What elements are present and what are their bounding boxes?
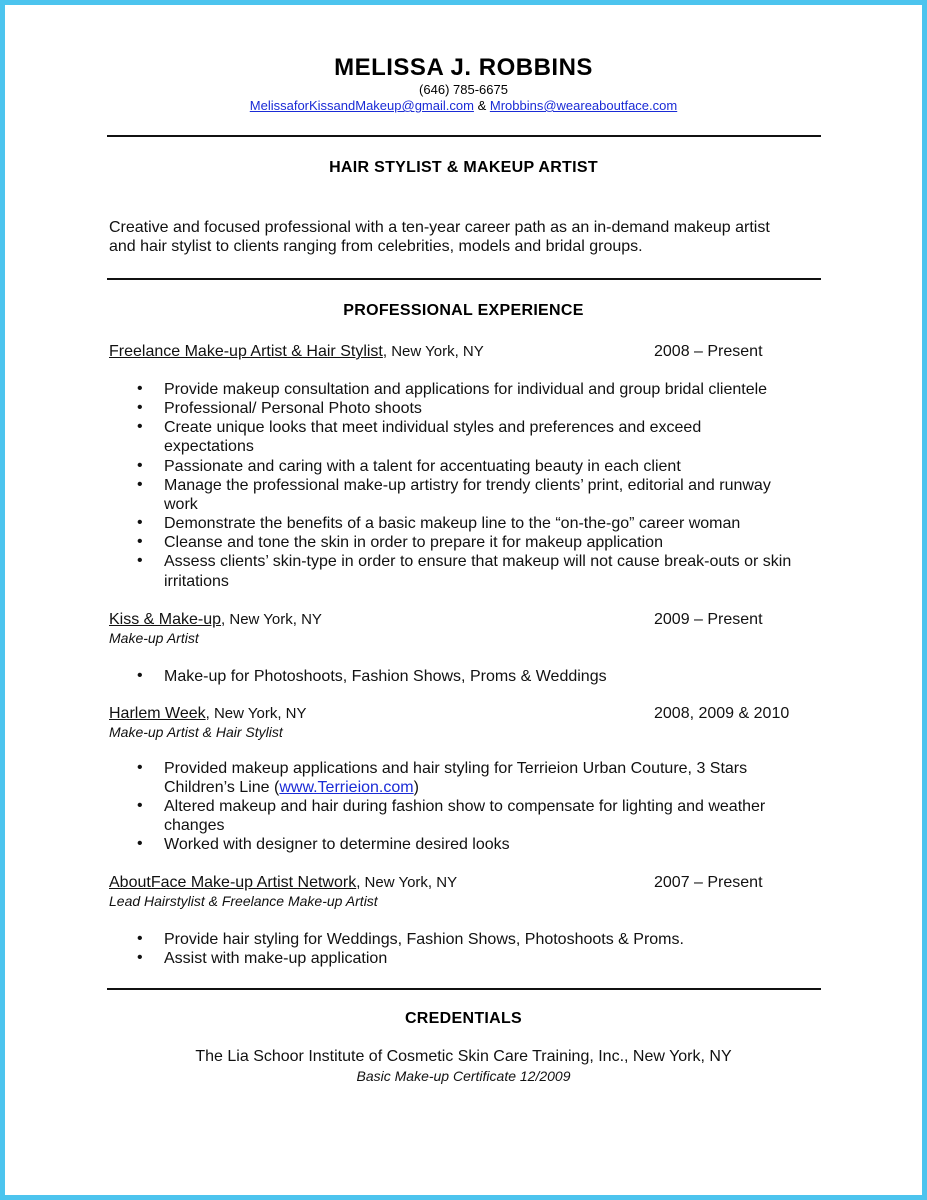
bullet-text: Manage the professional make-up artistry for trendy clients’ print, editorial and runway (164, 477, 771, 494)
email-separator: & (477, 98, 487, 113)
phone-number: (646) 785-6675 (419, 82, 508, 97)
job-dates: 2009 – Present (654, 611, 763, 628)
bullet-text-continued: irritations (164, 573, 229, 590)
bullet-icon: • (137, 949, 143, 966)
bullet-icon: • (137, 514, 143, 531)
job-location: , New York, NY (382, 343, 484, 360)
bullet-icon: • (137, 399, 143, 416)
job-header (109, 343, 484, 361)
summary-line: and hair stylist to clients ranging from celebrities, models and bridal groups. (109, 238, 643, 255)
experience-heading: PROFESSIONAL EXPERIENCE (343, 302, 584, 319)
contact-emails (0, 98, 927, 113)
job-location: , New York, NY (221, 611, 322, 628)
job-role: Lead Hairstylist & Freelance Make-up Artist (109, 893, 378, 909)
employer-name: AboutFace Make-up Artist Network (109, 874, 357, 891)
terrieion-link[interactable]: www.Terrieion.com (279, 779, 414, 796)
divider (107, 988, 821, 990)
bullet-text-fragment: ) (413, 779, 419, 796)
bullet-text: Make-up for Photoshoots, Fashion Shows, Proms & Weddings (164, 668, 607, 685)
bullet-text: Provide makeup consultation and applications for individual and group bridal clientele (164, 381, 768, 398)
bullet-text: Passionate and caring with a talent for accentuating beauty in each client (164, 458, 681, 475)
job-location: , New York, NY (356, 874, 458, 891)
bullet-icon: • (137, 759, 143, 776)
credential-certificate: Basic Make-up Certificate 12/2009 (356, 1068, 571, 1084)
job-role: Make-up Artist (109, 630, 199, 646)
job-header (109, 611, 322, 629)
bullet-icon: • (137, 797, 143, 814)
bullet-text: Provided makeup applications and hair styling for Terrieion Urban Couture, 3 Stars (164, 760, 748, 777)
bullet-text: Assess clients’ skin-type in order to ensure that makeup will not cause break-outs or skin (164, 553, 792, 570)
candidate-name: MELISSA J. ROBBINS (334, 54, 593, 81)
bullet-text: Professional/ Personal Photo shoots (164, 400, 422, 417)
bullet-icon: • (137, 380, 143, 397)
credential-institution: The Lia Schoor Institute of Cosmetic Skin Care Training, Inc., New York, NY (195, 1048, 732, 1065)
divider (107, 135, 821, 137)
job-title-heading: HAIR STYLIST & MAKEUP ARTIST (329, 159, 598, 176)
job-location: , New York, NY (205, 705, 307, 722)
bullet-icon: • (137, 667, 143, 684)
employer-name: Freelance Make-up Artist & Hair Stylist (109, 343, 383, 360)
bullet-text: Cleanse and tone the skin in order to prepare it for makeup application (164, 534, 663, 551)
bullet-text-continued: changes (164, 817, 225, 834)
bullet-icon: • (137, 552, 143, 569)
employer-name: Harlem Week (109, 705, 206, 722)
bullet-text: Provide hair styling for Weddings, Fashion Shows, Photoshoots & Proms. (164, 931, 684, 948)
bullet-text: Altered makeup and hair during fashion show to compensate for lighting and weather (164, 798, 766, 815)
bullet-icon: • (137, 930, 143, 947)
job-header (109, 874, 457, 892)
summary-line: Creative and focused professional with a ten-year career path as an in-demand makeup artist (109, 219, 770, 236)
job-dates: 2008 – Present (654, 343, 763, 360)
email-link-primary[interactable]: MelissaforKissandMakeup@gmail.com (249, 98, 474, 113)
bullet-icon: • (137, 835, 143, 852)
bullet-icon: • (137, 533, 143, 550)
job-dates: 2007 – Present (654, 874, 763, 891)
employer-name: Kiss & Make-up (109, 611, 222, 628)
bullet-icon: • (137, 457, 143, 474)
job-role: Make-up Artist & Hair Stylist (109, 724, 283, 740)
credentials-heading: CREDENTIALS (404, 1010, 523, 1027)
bullet-text: Create unique looks that meet individual styles and preferences and exceed (164, 419, 702, 436)
job-header (109, 705, 307, 723)
bullet-text-continued (164, 778, 419, 797)
bullet-icon: • (137, 476, 143, 493)
bullet-text-continued: expectations (164, 438, 254, 455)
job-dates: 2008, 2009 & 2010 (654, 705, 790, 722)
bullet-text: Worked with designer to determine desired looks (164, 836, 510, 853)
divider (107, 278, 821, 280)
bullet-text-continued: work (164, 496, 198, 513)
bullet-text: Assist with make-up application (164, 950, 388, 967)
bullet-text: Demonstrate the benefits of a basic makeup line to the “on-the-go” career woman (164, 515, 741, 532)
bullet-text-fragment: Children’s Line ( (164, 779, 280, 796)
email-link-secondary[interactable]: Mrobbins@weareaboutface.com (489, 98, 678, 113)
bullet-icon: • (137, 418, 143, 435)
